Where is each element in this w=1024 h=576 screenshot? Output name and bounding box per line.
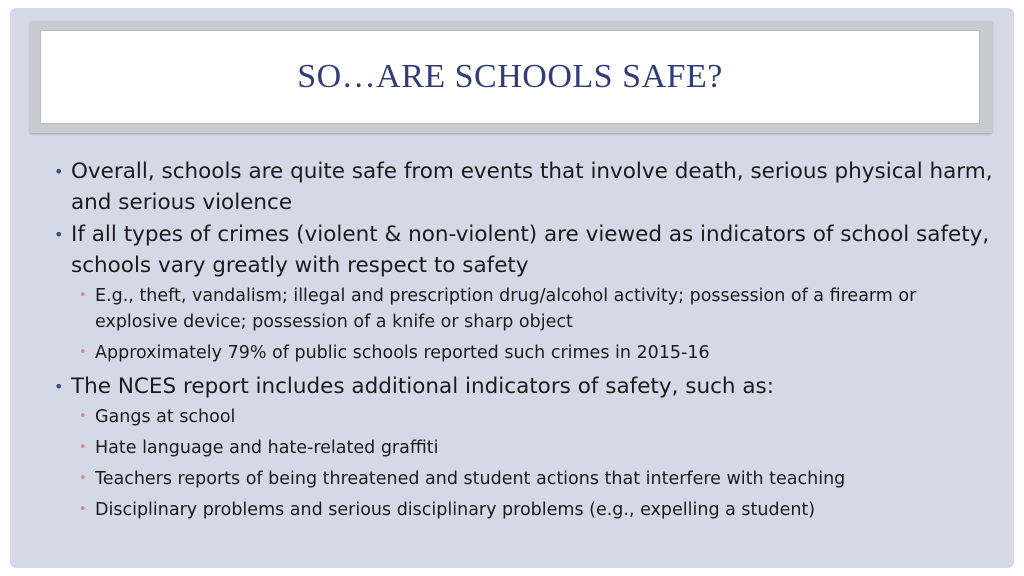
- list-item: [54, 371, 999, 523]
- sub-bullet-list: [71, 404, 999, 523]
- sub-bullet-list: [71, 283, 999, 366]
- sub-list-item-text: Teachers reports of being threatened and student actions that interfere with teaching: [95, 469, 846, 489]
- sub-list-item: [71, 435, 999, 461]
- list-item-text: The NCES report includes additional indicators of safety, such as:: [71, 374, 774, 399]
- sub-list-item-text: Hate language and hate-related graffiti: [95, 438, 439, 458]
- sub-bullet-icon: •: [79, 471, 87, 486]
- list-item-text: If all types of crimes (violent & non-violent) are viewed as indicators of school safety, schools vary greatly with respect to safety: [71, 222, 990, 278]
- bullet-icon: •: [54, 377, 64, 396]
- sub-list-item: [71, 283, 999, 335]
- sub-list-item: [71, 404, 999, 430]
- list-item-text: Overall, schools are quite safe from events that involve death, serious physical harm, and serious violence: [71, 159, 993, 215]
- slide-body: [54, 156, 999, 529]
- bullet-icon: •: [54, 225, 64, 244]
- sub-bullet-icon: •: [79, 440, 87, 455]
- slide-title: SO…ARE SCHOOLS SAFE?: [297, 58, 723, 95]
- sub-list-item: [71, 340, 999, 366]
- title-frame: [30, 21, 992, 133]
- title-box: [40, 30, 980, 124]
- sub-list-item: [71, 497, 999, 523]
- sub-list-item: [71, 466, 999, 492]
- slide: [10, 8, 1014, 568]
- sub-bullet-icon: •: [79, 502, 87, 517]
- sub-bullet-icon: •: [79, 409, 87, 424]
- bullet-icon: •: [54, 162, 64, 181]
- sub-list-item-text: Gangs at school: [95, 407, 236, 427]
- sub-list-item-text: Disciplinary problems and serious disciplinary problems (e.g., expelling a student): [95, 500, 816, 520]
- list-item: [54, 156, 999, 218]
- list-item: [54, 219, 999, 366]
- sub-list-item-text: E.g., theft, vandalism; illegal and prescription drug/alcohol activity; possession of a firearm or explosive device; possession of a knife or sharp object: [95, 286, 917, 332]
- sub-bullet-icon: •: [79, 288, 87, 303]
- sub-bullet-icon: •: [79, 345, 87, 360]
- bullet-list: [54, 156, 999, 523]
- sub-list-item-text: Approximately 79% of public schools reported such crimes in 2015-16: [95, 343, 710, 363]
